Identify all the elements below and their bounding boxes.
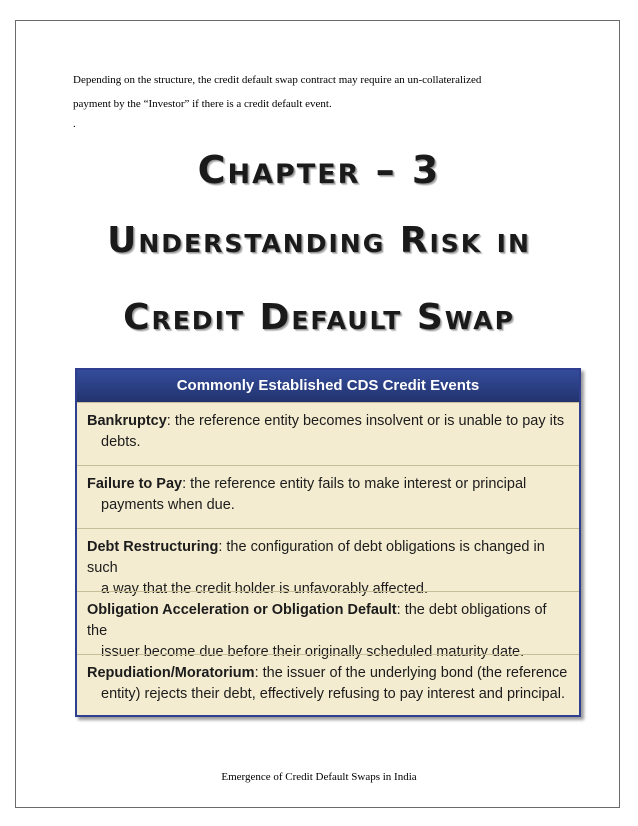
cds-definition-continued: entity) rejects their debt, effectively refusing to pay interest and principal.: [101, 686, 565, 702]
cds-definition-continued: payments when due.: [101, 497, 235, 513]
cds-table-header: Commonly Established CDS Credit Events: [77, 370, 579, 402]
cds-definition: : the issuer of the underlying bond (the reference: [254, 665, 568, 681]
cds-term: Repudiation/Moratorium: [87, 665, 255, 681]
intro-paragraph: [73, 68, 567, 116]
chapter-subtitle-line-1: Understanding Risk in: [107, 220, 531, 261]
cds-definition: : the reference entity becomes insolvent or is unable to pay its: [166, 413, 565, 429]
cds-row-failure-to-pay: [77, 465, 579, 528]
cds-definition-continued: issuer become due before their originally scheduled maturity date.: [101, 644, 525, 660]
cds-row-debt-restructuring: [77, 528, 579, 597]
chapter-subtitle-line-2: Credit Default Swap: [123, 297, 515, 338]
stray-dot: .: [73, 118, 76, 130]
cds-definition: : the debt obligations of the: [87, 602, 547, 639]
cds-row-obligation-acceleration: [77, 591, 579, 660]
cds-term: Bankruptcy: [87, 413, 167, 429]
chapter-title: Chapter – 3: [197, 148, 441, 192]
cds-definition-continued: a way that the credit holder is unfavorably affected.: [101, 581, 428, 597]
cds-credit-events-table: [75, 368, 581, 717]
cds-term: Obligation Acceleration or Obligation Default: [87, 602, 397, 618]
cds-row-bankruptcy: [77, 402, 579, 465]
cds-definition: : the reference entity fails to make interest or principal: [182, 476, 527, 492]
cds-term: Failure to Pay: [87, 476, 183, 492]
cds-row-repudiation-moratorium: [77, 654, 579, 717]
page-footer: Emergence of Credit Default Swaps in India: [221, 771, 417, 783]
cds-definition: : the configuration of debt obligations is changed in such: [87, 539, 545, 576]
intro-line-2: payment by the “Investor” if there is a credit default event.: [73, 98, 332, 110]
cds-definition-continued: debts.: [101, 434, 141, 450]
intro-line-1: Depending on the structure, the credit default swap contract may require an un-collateralized: [73, 74, 482, 86]
cds-term: Debt Restructuring: [87, 539, 219, 555]
